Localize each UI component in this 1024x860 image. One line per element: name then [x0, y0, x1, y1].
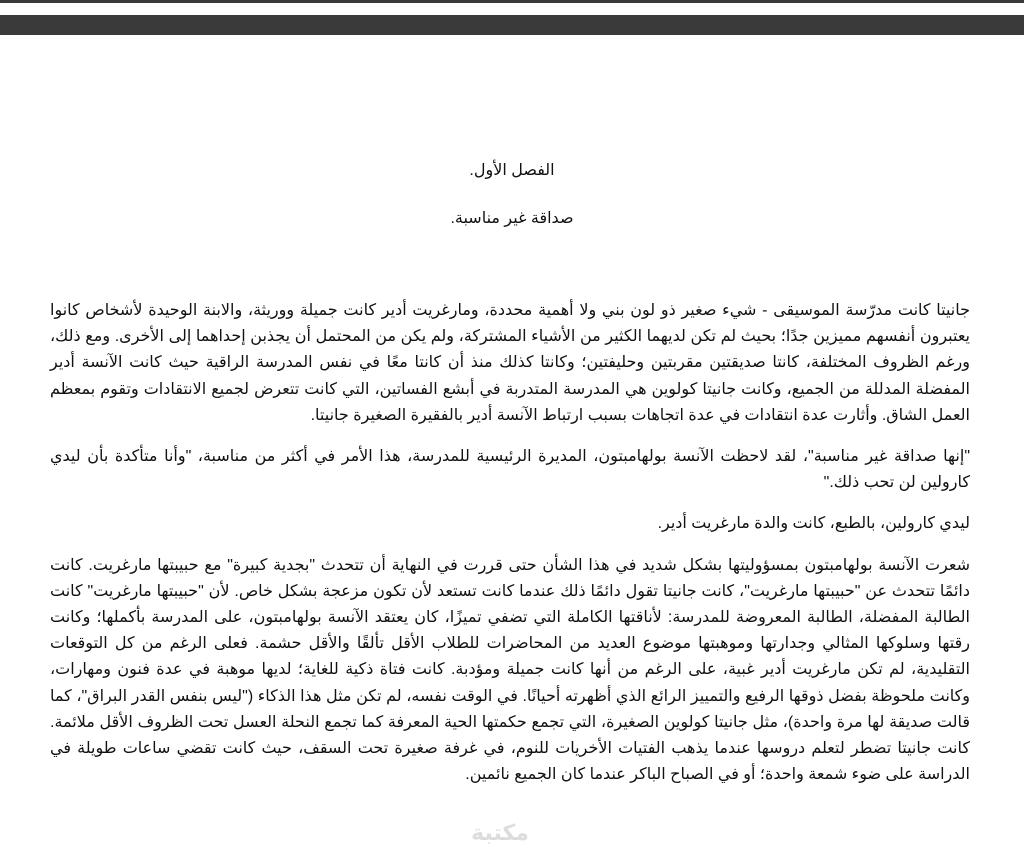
paragraph: شعرت الآنسة بولهامبتون بمسؤوليتها بشكل شديد في هذا الشأن حتى قررت في النهاية أن تتحدث "بجدية كبيرة" مع حبيبتها مارغريت. كانت دائمًا تتحدث عن "حبيبتها مارغريت"، كانت جانيتا تقول دائمًا ذلك عندما كانت تستعد لأن تكون مزعجة بشكل خاص. لأن "حبيبتها مارغريت" كانت الطالبة المفضلة، الطالبة المعروضة للمدرسة: لأناقتها الكاملة التي تضفي تميزًا، كان يعتقد الآنسة بولهامبتون، على المدرسة بأكملها؛ وكانت رقتها وسلوكها المثالي وجدارتها وموهبتها موضوع العديد من المحاضرات للطلاب الأقل تألقًا والأقل حشمة. فعلى الرغم من كل التوقعات التقليدية، لم تكن مارغريت أدير غبية، على الرغم من أنها كانت جميلة ومؤدبة. كانت فتاة ذكية للغاية؛ لديها موهبة في عدة فنون ومهارات، وكانت ملحوظة بفضل ذوقها الرفيع والتمييز الرائع الذي أظهرته أحيانًا. في الوقت نفسه، لم تكن مثل هذا الذكاء ("ليس بنفس القدر البراق"، كما قالت صديقة لها مرة واحدة)، مثل جانيتا كولوين الصغيرة، التي تجمع حكمتها الحية المعرفة كما تجمع النحلة العسل تحت الظروف الأقل ملائمة. كانت جانيتا تضطر لتعلم دروسها عندما يذهب الفتيات الأخريات للنوم، في غرفة صغيرة تحت السقف، حيث كانت تقضي ساعات طويلة في الدراسة على ضوء شمعة واحدة؛ أو في الصباح الباكر عندما كان الجميع نائمين. [50, 556, 971, 784]
body-text [50, 298, 970, 803]
paragraph: جانيتا كانت مدرّسة الموسيقى - شيء صغير ذو لون بني ولا أهمية محددة، ومارغريت أدير كانت جميلة ووريثة، والابنة الوحيدة لأشخاص كانوا يعتبرون أنفسهم مميزين جدًا؛ بحيث لم تكن لديهما الكثير من الأشياء المشتركة، ولم يكن من المحتمل أن يجذبن إحداهما إلى الأخرى. ومع ذلك، ورغم الظروف المختلفة، كانتا صديقتين مقربتين وحليفتين؛ وكانتا كذلك منذ أن كانتا معًا في نفس المدرسة الراقية حيث كانت الآنسة أدير المفضلة المدللة من الجميع، وكانت جانيتا كولوين هي المدرسة المتدربة في أبشع الفساتين، التي كانت تتعرض لجميع الانتقادات وتقوم بمعظم العمل الشاق. وأثارت عدة انتقادات في عدة اتجاهات بسبب ارتباط الآنسة أدير بالفقيرة الصغيرة جانيتا. [50, 302, 971, 424]
paragraph: "إنها صداقة غير مناسبة"، لقد لاحظت الآنسة بولهامبتون، المديرة الرئيسية للمدرسة، هذا الأمر في أكثر من مناسبة، "وأنا متأكدة بأن ليدي كارولين لن تحب ذلك." [50, 448, 970, 492]
chapter-subtitle: صداقة غير مناسبة. [450, 210, 574, 227]
chapter-title: الفصل الأول. [469, 162, 555, 179]
paragraph: ليدي كارولين، بالطبع، كانت والدة مارغريت أدير. [657, 515, 970, 533]
watermark-logo: مكتبة [471, 820, 529, 845]
